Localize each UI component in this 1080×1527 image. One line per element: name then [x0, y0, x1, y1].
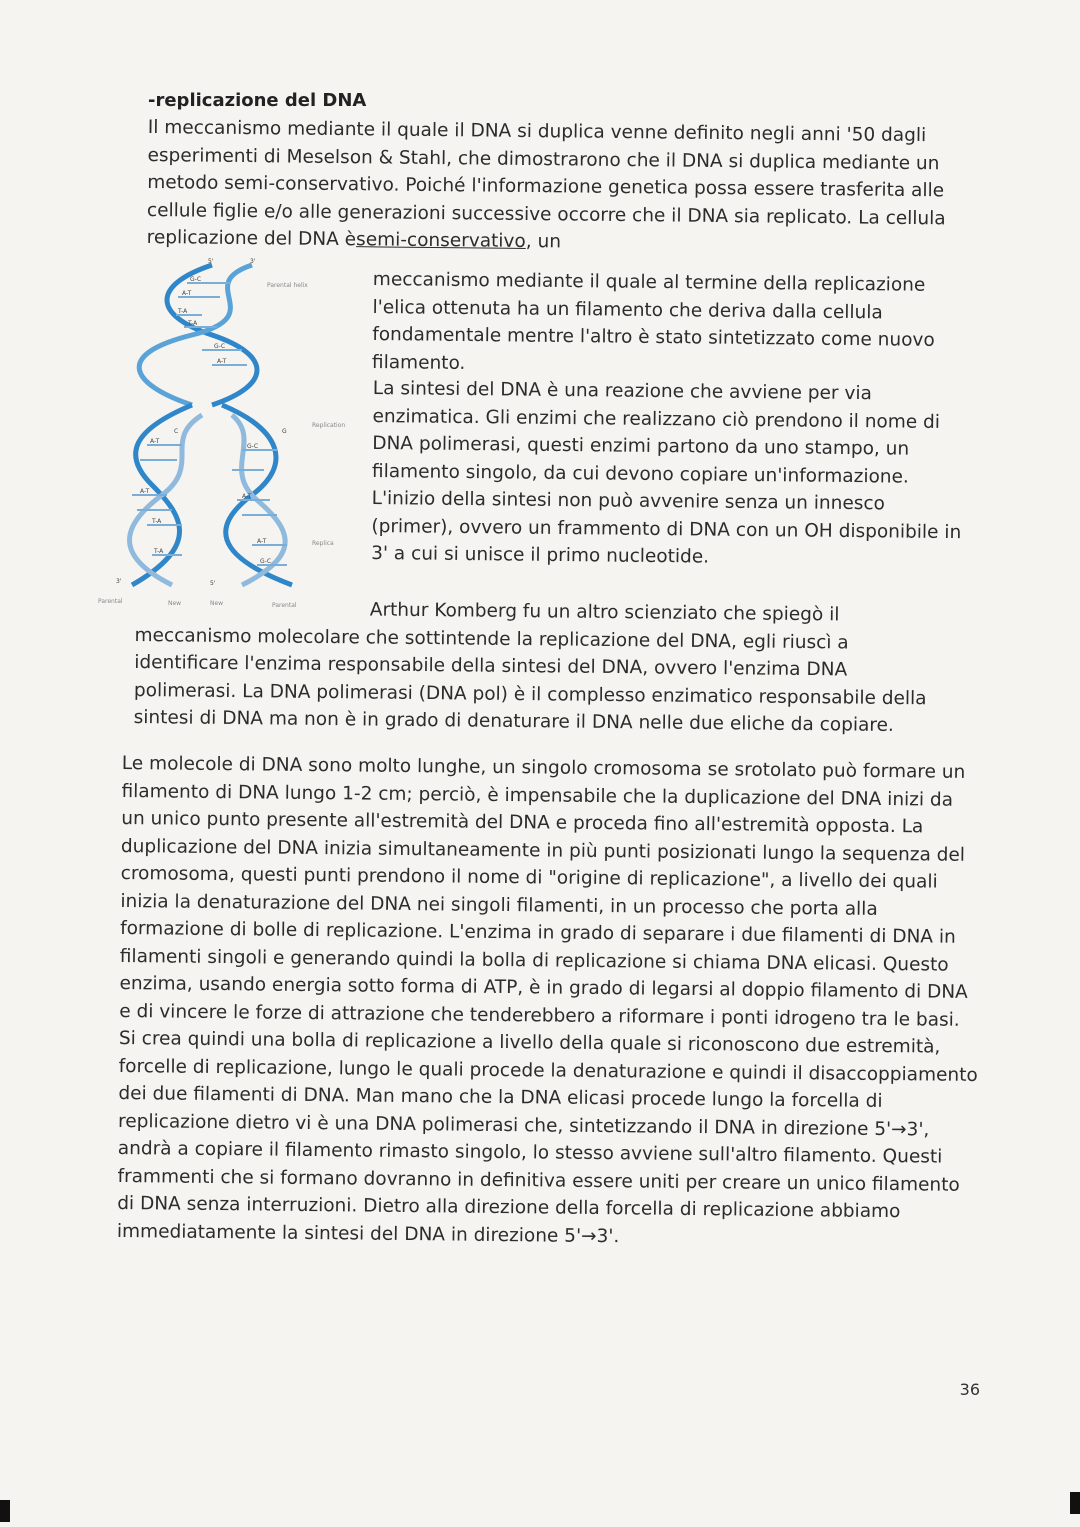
end-label: 3' — [250, 258, 256, 265]
bottom-label-parental: Parental — [272, 602, 297, 609]
pair-label: G-C — [214, 343, 226, 350]
bottom-label-new: New — [168, 600, 182, 607]
pair-label: A-T — [257, 538, 267, 545]
paragraph-intro-text: Il meccanismo mediante il quale il DNA si duplica venne definito negli anni '50 dagli esperimenti di Meselson & Stahl, che dimostrarono che il DNA si duplica mediante un metodo semi-conservativo. Poiché l'informazione genetica possa essere trasferita alle cellule figlie e/o alle generazioni successive occorre che il DNA sia replicato. La cellula replicazione del DNA è — [146, 116, 946, 251]
bottom-label-parental: Parental — [98, 598, 123, 605]
pair-label: A-T — [150, 438, 160, 445]
page-number: 36 — [959, 1380, 980, 1399]
pair-label: G-C — [190, 276, 202, 283]
paragraph-kornberg: Arthur Komberg fu un altro scienziato che spiegò il meccanismo molecolare che sottintende la replicazione del DNA, egli riuscì a identificare l'enzima responsabile della sintesi del DNA, ovvero l'enzima DNA polimerasi. La DNA polimerasi (DNA pol) è il complesso enzimatico responsabile della sintesi di DNA ma non è in grado di denaturare il DNA nelle due eliche da copiare. — [133, 599, 927, 736]
pair-label: G-C — [247, 443, 259, 450]
paragraph-synthesis: La sintesi del DNA è una reazione che avviene per via enzimatica. Gli enzimi che realizzano ciò prendono il nome di DNA polimerasi, questi enzimi partono da uno stampo, un filamento singolo, da cui devono copiare un'informazione. L'inizio della sintesi non può avvenire senza un innesco (primer), ovvero un frammento di DNA con un OH disponibile in 3' a cui si unisce il primo nucleotide. — [371, 377, 962, 568]
pair-label: T-A — [154, 548, 164, 555]
end-label: 5' — [210, 580, 216, 587]
pair-label: G — [282, 428, 287, 435]
pair-label: T-A — [152, 518, 162, 525]
paragraph-intro-lead: , un — [525, 230, 562, 253]
scan-corner-mark — [1070, 1492, 1080, 1514]
section-title: -replicazione del DNA — [148, 90, 367, 111]
pair-label: T-A — [188, 320, 198, 327]
pair-label: A-T — [140, 488, 150, 495]
pair-label: T-A — [178, 308, 188, 315]
end-label: 3' — [116, 578, 122, 585]
paragraph-intro-continued: meccanismo mediante il quale al termine della replicazione l'elica ottenuta ha un filamento che deriva dalla cellula fondamentale mentre l'altro è stato sintetizzato come nuovo filamento. — [371, 268, 935, 374]
end-label: 5' — [208, 258, 214, 265]
label-replication: Replication — [312, 422, 346, 429]
underlined-term: semi-conservativo — [356, 229, 526, 252]
paragraph-intro — [147, 114, 948, 260]
dna-replication-diagram — [92, 255, 362, 615]
parental-strand-b — [139, 265, 252, 405]
paragraph-replication-origin: Le molecole di DNA sono molto lunghe, un singolo cromosoma se srotolato può formare un filamento di DNA lungo 1-2 cm; perciò, è impensabile che la duplicazione del DNA inizi da un unico punto presente all'estremità del DNA e proceda fino all'estremità opposta. La duplicazione del DNA inizia simultaneamente in più punti posizionati lungo la sequenza del cromosoma, questi punti prendono il nome di "origine di replicazione", a livello dei quali inizia la denaturazione del DNA nei singoli filamenti, in un processo che porta alla formazione di bolle di replicazione. L'enzima in grado di separare i due filamenti di DNA in filamenti singoli e generando quindi la bolla di replicazione si chiama DNA elicasi. Questo enzima, usando energia sotto forma di ATP, è in grado di legarsi al doppio filamento di DNA e di vincere le forze di attrazione che tenderebbero a riformare i ponti idrogeno tra le basi. Si crea quindi una bolla di replicazione a livello della quale si riconoscono due estremità, forcelle di replicazione, lungo le quali procede la denaturazione e quindi il disaccoppiamento dei due filamenti di DNA. Man mano che la DNA elicasi procede lungo la forcella di replicazione dietro vi è una DNA polimerasi che, sintetizzando il DNA in direzione 5'→3', andrà a copiare il filamento rimasto singolo, lo stesso avviene sull'altro filamento. Questi frammenti che si formano dovranno in definitiva essere uniti per creare un unico filamento di DNA senza interruzioni. Dietro alla direzione della forcella di replicazione abbiamo immediatamente la sintesi del DNA in direzione 5'→3'. — [116, 752, 978, 1247]
pair-label: A-T — [217, 358, 227, 365]
pair-label: C — [174, 428, 179, 435]
bottom-label-new: New — [210, 600, 224, 607]
scan-corner-mark — [0, 1500, 10, 1522]
pair-label: G-C — [260, 558, 272, 565]
pair-label: A-T — [182, 290, 192, 297]
pair-label: A-T — [242, 493, 252, 500]
parental-strand-a — [167, 265, 257, 405]
label-parental-helix: Parental helix — [267, 282, 308, 289]
label-replica: Replica — [312, 540, 334, 547]
